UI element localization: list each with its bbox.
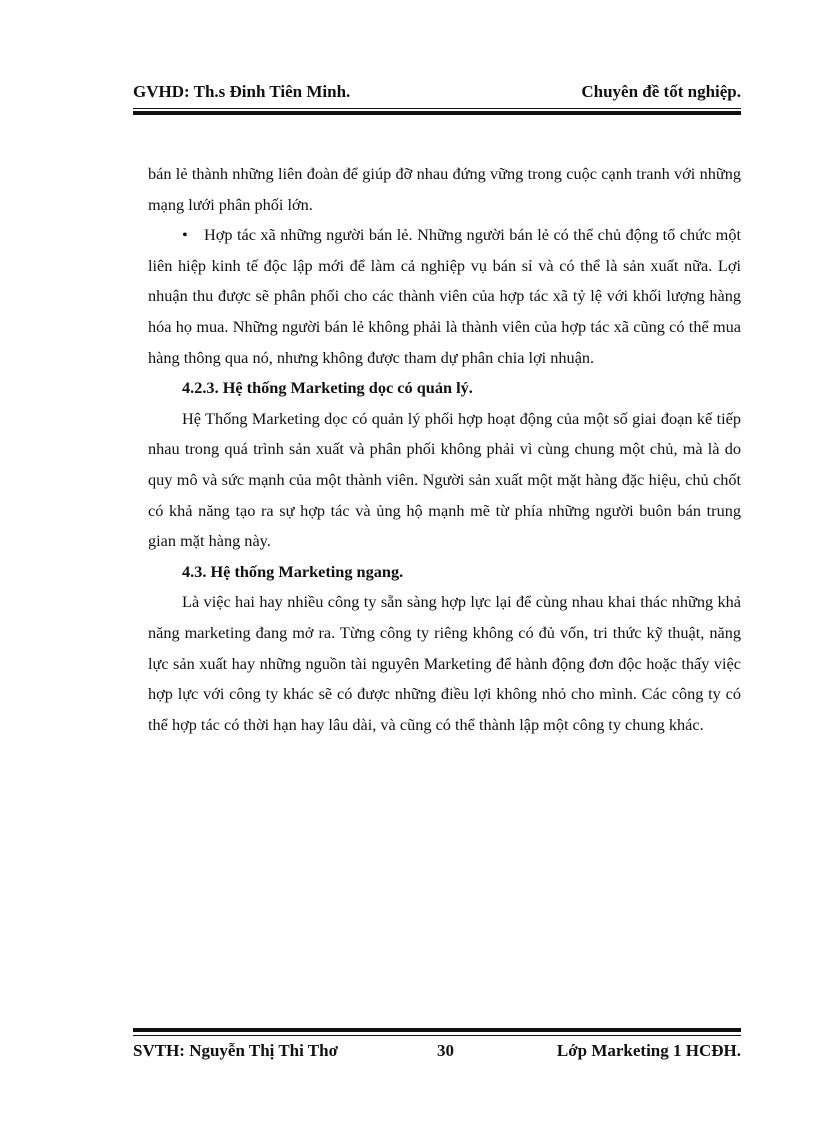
header-rule-thick: [133, 111, 741, 115]
paragraph-managed-vms: Hệ Thống Marketing dọc có quản lý phối hợp hoạt động của một số giai đoạn kế tiếp nhau trong quá trình sản xuất và phân phối không phải vì cùng chung một chủ, mà là do quy mô và sức mạnh của một thành viên. Người sản xuất một mặt hàng đặc hiệu, chủ chốt có khả năng tạo ra sự hợp tác và ủng hộ mạnh mẽ từ phía những người buôn bán trung gian mặt hàng này.: [148, 408, 741, 551]
paragraph-continuation: bán lẻ thành những liên đoàn để giúp đỡ nhau đứng vững trong cuộc cạnh tranh với những mạng lưới phân phối lớn.: [148, 164, 741, 214]
paragraph-horizontal-ms: Là việc hai hay nhiều công ty sẵn sàng hợp lực lại để cùng nhau khai thác những khả năng marketing đang mở ra. Từng công ty riêng không có đủ vốn, tri thức kỹ thuật, năng lực sản xuất hay những nguồn tài nguyên Marketing để hành động đơn độc hoặc thấy việc hợp lực với công ty khác sẽ có được những điều lợi không nhỏ cho mình. Các công ty có thể hợp tác có thời hạn hay lâu dài, và cũng có thể thành lập một công ty chung khác.: [148, 592, 741, 734]
bullet-icon: •: [182, 225, 188, 245]
footer-student: SVTH: Nguyễn Thị Thi Thơ: [133, 1041, 339, 1060]
section-heading-4-2-3: 4.2.3. Hệ thống Marketing dọc có quản lý.: [182, 378, 473, 398]
header-advisor: GVHD: Th.s Đinh Tiên Minh.: [133, 82, 351, 101]
header-rule-thin: [133, 108, 741, 109]
footer-rule-thick: [133, 1028, 741, 1032]
header-document-type: Chuyên đề tốt nghiệp.: [581, 82, 741, 101]
bullet-paragraph-text: Hợp tác xã những người bán lẻ. Những người bán lẻ có thể chủ động tổ chức một liên hiệp kinh tế độc lập mới để làm cả nghiệp vụ bán sỉ và có thể là sản xuất nữa. Lợi nhuận thu được sẽ phân phối cho các thành viên của hợp tác xã tỷ lệ với khối lượng hàng hóa họ mua. Những người bán lẻ không phải là thành viên của hợp tác xã cũng có thể mua hàng thông qua nó, nhưng không được tham dự phân chia lợi nhuận.: [148, 225, 741, 367]
page-body: [148, 159, 741, 740]
bullet-paragraph: [148, 220, 741, 373]
footer-rule-thin: [133, 1035, 741, 1036]
page-footer: [133, 1041, 741, 1065]
section-heading-4-3: 4.3. Hệ thống Marketing ngang.: [182, 561, 404, 581]
page-number: 30: [437, 1041, 454, 1060]
footer-class: Lớp Marketing 1 HCĐH.: [556, 1041, 741, 1060]
page-header: [133, 82, 741, 106]
